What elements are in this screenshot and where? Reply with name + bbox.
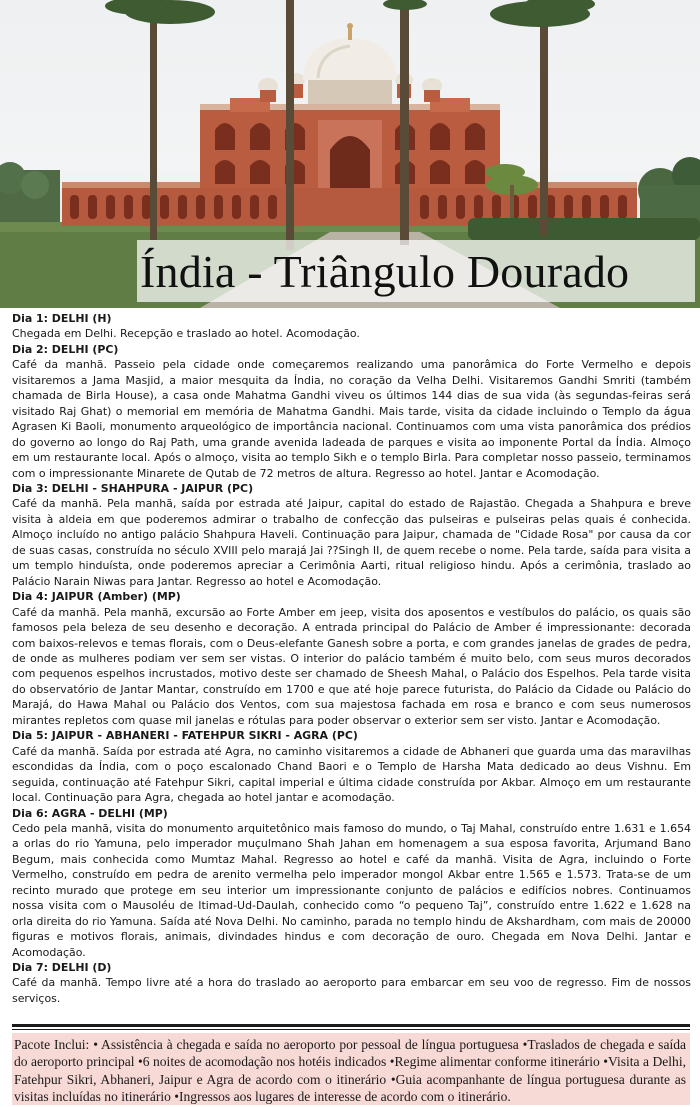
day-3 [12,481,691,589]
day-heading: Dia 4: JAIPUR (Amber) (MP) [12,590,181,604]
day-heading: Dia 6: AGRA - DELHI (MP) [12,806,168,820]
hero-image [0,0,700,308]
day-2 [12,342,691,481]
divider [12,1024,690,1027]
day-4 [12,589,691,728]
day-description: Café da manhã. Passeio pela cidade onde começaremos realizando uma panorâmica do Forte Vermelho e depois visitaremos a Jama Masjid, a maior mesquita da Índia, no coração da Velha Delhi. Visitaremos Gandhi Smriti (também chamada de Birla House), a casa onde Mahatma Gandhi viveu os últimos 144 dias de sua vida (às segundas-feiras será visitado Raj Ghat) o memorial em memória de Mahatma Gandhi. Mais tarde, visita da cidade incluindo o Templo da água Agrasen Ki Baoli, monumento arqueológico de importância nacional. Continuamos com uma vista panorâmica dos prédios do governo ao longo do Raj Path, uma grande avenida ladeada de parques e visita ao imponente Portal da Índia. Almoço em um restaurante local. Após o almoço, visita ao templo Sikh e o templo Birla. Para completar nosso passeio, terminamos com o impressionante Minarete de Qutab de 72 metros de altura. Regresso ao hotel. Jantar e Acomodação. [12,358,691,480]
package-text: • Assistência à chegada e saída no aeroporto por pessoal de língua portuguesa •Traslados de chegada e saída do aeroporto principal •6 noites de acomodação nos hotéis indicados •Regime alimentar conforme itinerário •Visita a Delhi, Fatehpur Sikri, Abhaneri, Jaipur e Agra de acordo com o itinerário •Guia acompanhante de língua portuguesa durante as visitas incluídas no itinerário •Ingressos aos lugares de interesse de acordo com o itinerário. [14,1037,687,1105]
day-6 [12,806,691,961]
day-1 [12,311,691,342]
day-description: Café da manhã. Pela manhã, excursão ao Forte Amber em jeep, visita dos aposentos e vestíbulos do palácio, os quais são famosos pela beleza de seu desenho e decoração. A entrada principal do Palácio de Amber é impressionante: decorada com baixos-relevos e temas florais, com o Deus-elefante Ganesh sobre a porta, e com grandes janelas de grades de pedra, de onde as mulheres podiam ver sem ser vistas. O interior do palácio também é muito belo, com seus muros decorados com pequenos espelhos incrustados, motivo deste ser chamado de Sheesh Mahal, o Palácio dos Espelhos. Pela tarde visita do observatório de Jantar Mantar, construído em 1700 e que até hoje parece futurista, do Palácio da Cidade ou Palácio do Marajá, do Hawa Mahal ou Palácio dos Ventos, com sua majestosa fachada em rosa e branco e com seus numerosos mirantes repletos com quase mil janelas e rótulas para poder observar o exterior sem ser visto. Jantar e Acomodação. [12,605,691,727]
day-5 [12,728,691,805]
day-heading: Dia 3: DELHI - SHAHPURA - JAIPUR (PC) [12,481,254,495]
day-description: Chegada em Delhi. Recepção e traslado ao hotel. Acomodação. [12,327,360,341]
day-heading: Dia 5: JAIPUR - ABHANERI - FATEHPUR SIKRI - AGRA (PC) [12,729,358,743]
day-description: Café da manhã. Pela manhã, saída por estrada até Jaipur, capital do estado de Rajastão. Chegada a Shahpura e breve visita à aldeia em que poderemos admirar o trabalho de confecção das pulseiras e pulseiras pelas quais é conhecida. Almoço incluído no antigo palácio Shahpura Haveli. Continuação para Jaipur, chamada de "Cidade Rosa" por causa da cor de suas casas, construída no século XVIII pelo marajá Jai ??Singh II, de quem recebe o nome. Pela tarde, saída para visita a um templo hinduísta, onde poderemos apreciar a Cerimônia Aarti, ritual religioso hindu. Após a cerimônia, traslado ao Palácio Narain Niwas para Jantar. Regresso ao hotel e Acomodação. [12,497,691,588]
page-title: Índia - Triângulo Dourado [140,246,630,297]
divider [12,1029,690,1030]
itinerary [12,311,691,1006]
package-label: Pacote Inclui: [14,1037,90,1052]
day-description: Café da manhã. Saída por estrada até Agra, no caminho visitaremos a cidade de Abhaneri que guarda uma das maravilhas escondidas da Índia, com o poço escalonado Chand Baori e o Templo de Harsha Mata dedicado ao deus Vishnu. Em seguida, continuação até Fatehpur Sikri, capital imperial e última cidade construída por Akbar. Almoço em um restaurante local. Continuação para Agra, chegada ao hotel jantar e acomodação. [12,744,691,805]
day-7 [12,960,691,1006]
day-heading: Dia 2: DELHI (PC) [12,342,119,356]
day-heading: Dia 1: DELHI (H) [12,312,112,325]
day-description: Café da manhã. Tempo livre até a hora do traslado ao aeroporto para embarcar em seu voo de regresso. Fim de nossos serviços. [12,976,691,1005]
package-includes [12,1033,690,1105]
day-description: Cedo pela manhã, visita do monumento arquitetônico mais famoso do mundo, o Taj Mahal, construído entre 1.631 e 1.654 a orlas do rio Yamuna, pelo imperador muçulmano Shah Jahan em homenagem a sua esposa favorita, Arjumand Bano Begum, mais conhecida como Mumtaz Mahal. Regresso ao hotel e café da manhã. Visita de Agra, incluindo o Forte Vermelho, construído em pedra de arenito vermelha pelo imperador mongol Akbar entre 1.565 e 1.573. Trata-se de um recinto murado que protege em seu interior um impressionante conjunto de palácios e edifícios nobres. Continuamos nossa visita com o Mausoléu de Itimad-Ud-Daulah, conhecido como “o pequeno Taj”, construído entre 1.622 e 1.628 na orla direita do rio Yamuna. Saída até Nova Delhi. No caminho, parada no templo hindu de Akshardham, com mais de 20000 figuras e motivos florais, animais, divindades hindus e com decoração de ouro. Chegada em Nova Delhi. Jantar e Acomodação. [12,821,691,959]
day-heading: Dia 7: DELHI (D) [12,961,112,975]
